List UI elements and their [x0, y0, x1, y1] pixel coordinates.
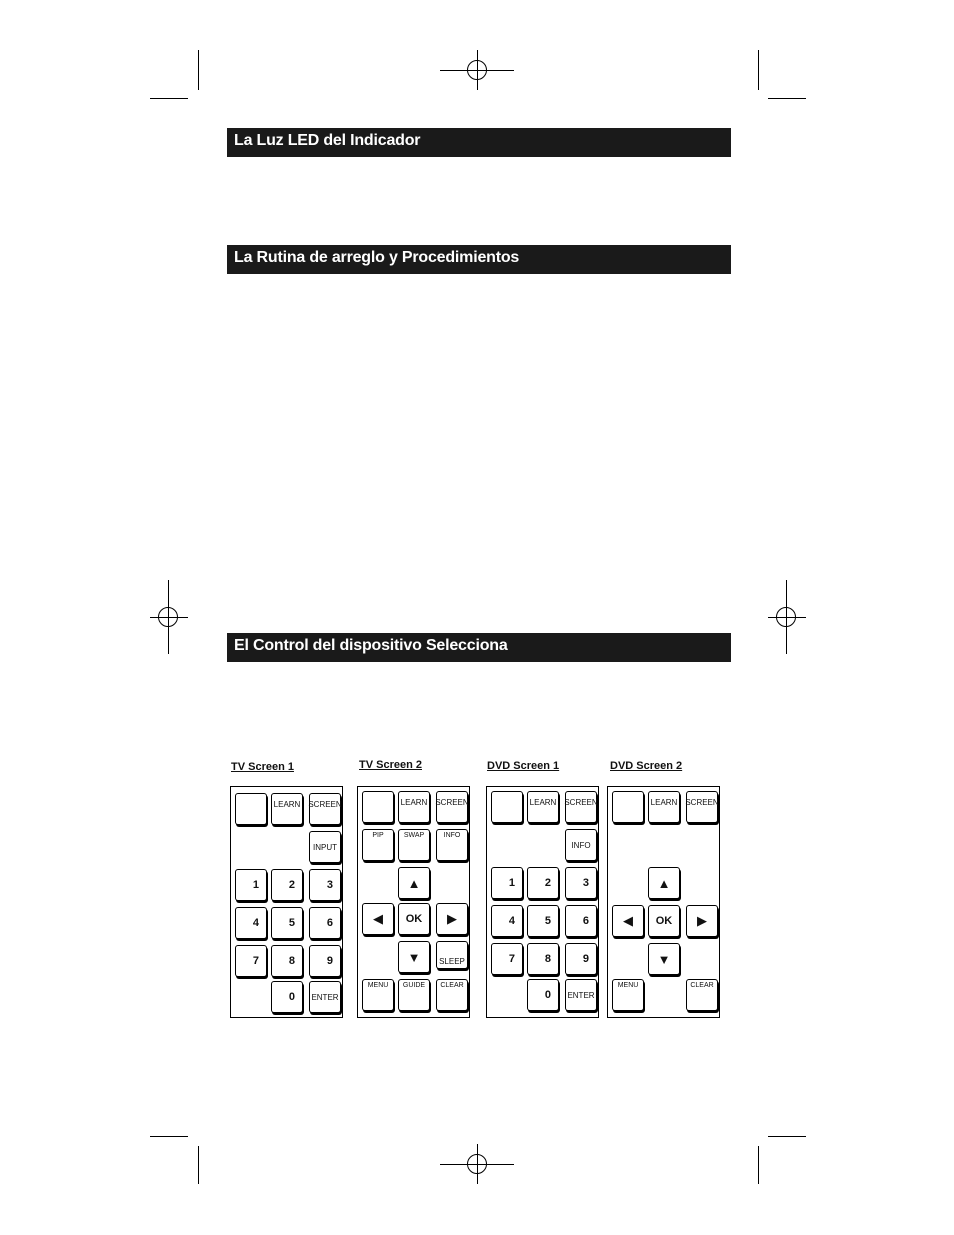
digit-7-key[interactable]: 7	[491, 943, 523, 975]
enter-key[interactable]: ENTER	[309, 981, 341, 1013]
sleep-key[interactable]: SLEEP	[436, 941, 468, 969]
screen-key[interactable]: SCREEN	[309, 793, 341, 825]
section-heading-led: La Luz LED del Indicador	[227, 128, 731, 157]
menu-key[interactable]: MENU	[362, 979, 394, 1011]
digit-2-key[interactable]: 2	[271, 869, 303, 901]
crop-mark	[758, 50, 759, 90]
down-arrow-icon[interactable]: ▼	[398, 941, 430, 973]
clear-key[interactable]: CLEAR	[436, 979, 468, 1011]
section-heading-setup: La Rutina de arreglo y Procedimientos	[227, 245, 731, 274]
up-arrow-icon[interactable]: ▲	[398, 867, 430, 899]
tv-screen-2-title: TV Screen 2	[359, 759, 422, 771]
crop-mark	[150, 1136, 188, 1137]
swap-key[interactable]: SWAP	[398, 829, 430, 861]
crop-mark	[198, 50, 199, 90]
digit-5-key[interactable]: 5	[527, 905, 559, 937]
info-key[interactable]: INFO	[565, 829, 597, 861]
digit-3-key[interactable]: 3	[309, 869, 341, 901]
clear-key[interactable]: CLEAR	[686, 979, 718, 1011]
crop-mark	[758, 1146, 759, 1184]
menu-key[interactable]: MENU	[612, 979, 644, 1011]
digit-8-key[interactable]: 8	[271, 945, 303, 977]
digit-9-key[interactable]: 9	[565, 943, 597, 975]
guide-key[interactable]: GUIDE	[398, 979, 430, 1011]
crop-mark	[768, 1136, 806, 1137]
blank-key[interactable]	[362, 791, 394, 823]
up-arrow-icon[interactable]: ▲	[648, 867, 680, 899]
screen-key[interactable]: SCREEN	[565, 791, 597, 823]
digit-7-key[interactable]: 7	[235, 945, 267, 977]
digit-2-key[interactable]: 2	[527, 867, 559, 899]
tv-screen-1-title: TV Screen 1	[231, 761, 294, 773]
digit-4-key[interactable]: 4	[491, 905, 523, 937]
screen-key[interactable]: SCREEN	[436, 791, 468, 823]
learn-key[interactable]: LEARN	[648, 791, 680, 823]
dvd-screen-1-panel	[486, 786, 599, 1018]
digit-5-key[interactable]: 5	[271, 907, 303, 939]
down-arrow-icon[interactable]: ▼	[648, 943, 680, 975]
digit-0-key[interactable]: 0	[527, 979, 559, 1011]
right-arrow-icon[interactable]: ▶	[686, 905, 718, 937]
ok-key[interactable]: OK	[398, 903, 430, 935]
digit-1-key[interactable]: 1	[235, 869, 267, 901]
enter-key[interactable]: ENTER	[565, 979, 597, 1011]
right-arrow-icon[interactable]: ▶	[436, 903, 468, 935]
digit-6-key[interactable]: 6	[565, 905, 597, 937]
digit-4-key[interactable]: 4	[235, 907, 267, 939]
dvd-screen-2-title: DVD Screen 2	[610, 760, 683, 772]
tv-screen-2-panel	[357, 786, 470, 1018]
section-heading-device-control: El Control del dispositivo Selecciona	[227, 633, 731, 662]
crop-mark	[198, 1146, 199, 1184]
digit-9-key[interactable]: 9	[309, 945, 341, 977]
crop-mark	[768, 98, 806, 99]
digit-6-key[interactable]: 6	[309, 907, 341, 939]
pip-key[interactable]: PIP	[362, 829, 394, 861]
digit-3-key[interactable]: 3	[565, 867, 597, 899]
left-arrow-icon[interactable]: ◀	[362, 903, 394, 935]
crop-mark	[150, 98, 188, 99]
left-arrow-icon[interactable]: ◀	[612, 905, 644, 937]
tv-screen-1-panel	[230, 786, 343, 1018]
blank-key[interactable]	[235, 793, 267, 825]
dvd-screen-2-panel	[607, 786, 720, 1018]
blank-key[interactable]	[612, 791, 644, 823]
learn-key[interactable]: LEARN	[271, 793, 303, 825]
learn-key[interactable]: LEARN	[527, 791, 559, 823]
digit-0-key[interactable]: 0	[271, 981, 303, 1013]
info-key[interactable]: INFO	[436, 829, 468, 861]
digit-1-key[interactable]: 1	[491, 867, 523, 899]
digit-8-key[interactable]: 8	[527, 943, 559, 975]
input-key[interactable]: INPUT	[309, 831, 341, 863]
blank-key[interactable]	[491, 791, 523, 823]
dvd-screen-1-title: DVD Screen 1	[487, 760, 560, 772]
screen-key[interactable]: SCREEN	[686, 791, 718, 823]
learn-key[interactable]: LEARN	[398, 791, 430, 823]
ok-key[interactable]: OK	[648, 905, 680, 937]
